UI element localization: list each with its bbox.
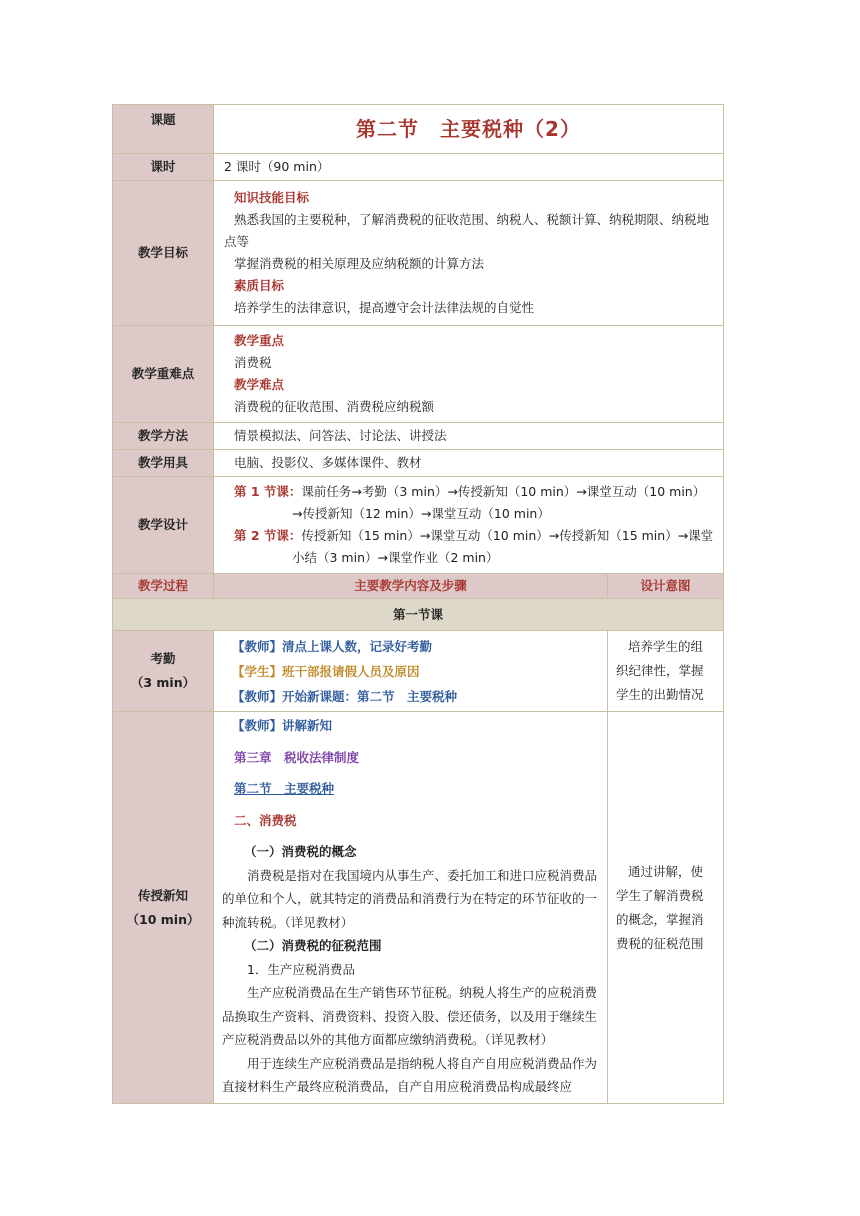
topic-label: 课题 <box>113 105 214 154</box>
attendance-label: 考勤 <box>150 651 176 666</box>
process-header-col3: 设计意图 <box>608 574 724 599</box>
attendance-teacher-line2: 【教师】开始新课题：第二节 主要税种 <box>232 688 458 704</box>
new-knowledge-content <box>214 712 608 1104</box>
process-header-col2: 主要教学内容及步骤 <box>214 574 608 599</box>
goals-knowledge-text1: 熟悉我国的主要税种，了解消费税的征收范围、纳税人、税额计算、纳税期限、纳税地点等 <box>224 212 710 249</box>
new-knowledge-time: （10 min） <box>126 911 200 927</box>
attendance-time: （3 min） <box>130 675 196 690</box>
nk-scope-item1: 1．生产应税消费品 <box>247 961 355 977</box>
design-lesson1-text: 课前任务→考勤（3 min）→传授新知（10 min）→课堂互动（10 min）→传授新知（12 min）→课堂互动（10 min） <box>292 484 706 521</box>
lesson-table <box>112 104 724 1104</box>
tools-value: 电脑、投影仪、多媒体课件、教材 <box>214 450 724 477</box>
new-knowledge-intent: 通过讲解，使学生了解消费税的概念，掌握消费税的征税范围 <box>608 712 724 1104</box>
key-focus-heading: 教学重点 <box>234 333 285 348</box>
key-cell <box>214 326 724 423</box>
key-difficulty-text: 消费税的征收范围、消费税应纳税额 <box>234 399 435 414</box>
hours-value: 2 课时（90 min） <box>214 154 724 181</box>
hours-label: 课时 <box>113 154 214 181</box>
key-difficulty-heading: 教学难点 <box>234 377 285 392</box>
method-value: 情景模拟法、问答法、讨论法、讲授法 <box>214 423 724 450</box>
lesson-plan <box>112 104 723 1104</box>
design-lesson2-text: 传授新知（15 min）→课堂互动（10 min）→传授新知（15 min）→课堂小结（3 min）→课堂作业（2 min） <box>292 528 714 565</box>
nk-concept-text: 消费税是指对在我国境内从事生产、委托加工和进口应税消费品的单位和个人，就其特定的消费品和消费行为在特定的环节征收的一种流转税。（详见教材） <box>222 867 598 930</box>
attendance-intent: 培养学生的组织纪律性，掌握学生的出勤情况 <box>608 631 724 712</box>
design-lesson2 <box>234 525 715 569</box>
attendance-student-line: 【学生】班干部报请假人员及原因 <box>232 663 420 679</box>
nk-scope-heading: （二）消费税的征税范围 <box>244 938 382 953</box>
goals-quality-heading: 素质目标 <box>234 278 285 293</box>
tools-label: 教学用具 <box>113 450 214 477</box>
process-header-col1: 教学过程 <box>113 574 214 599</box>
goals-label: 教学目标 <box>113 181 214 326</box>
new-knowledge-label: 传授新知 <box>137 887 188 903</box>
design-lesson1-label: 第 1 节课： <box>234 484 302 499</box>
nk-chapter: 第三章 税收法律制度 <box>234 749 360 765</box>
goals-cell <box>214 181 724 326</box>
nk-teacher-line: 【教师】讲解新知 <box>232 718 333 733</box>
goals-knowledge-text2: 掌握消费税的相关原理及应纳税额的计算方法 <box>234 256 485 271</box>
design-cell <box>214 477 724 574</box>
method-label: 教学方法 <box>113 423 214 450</box>
nk-scope-text1: 生产应税消费品在生产销售环节征税。纳税人将生产的应税消费品换取生产资料、消费资料、投资入股、偿还债务，以及用于继续生产应税消费品以外的其他方面都应缴纳消费税。（详见教材） <box>222 985 598 1047</box>
nk-heading-tax: 二、消费税 <box>234 812 297 828</box>
topic-title: 第二节 主要税种（2） <box>214 105 724 154</box>
new-knowledge-label-cell <box>113 712 214 1104</box>
attendance-content <box>214 631 608 712</box>
key-label: 教学重难点 <box>113 326 214 423</box>
goals-knowledge-heading: 知识技能目标 <box>234 190 310 205</box>
attendance-teacher-line: 【教师】清点上课人数，记录好考勤 <box>232 638 433 654</box>
attendance-label-cell <box>113 631 214 712</box>
nk-section: 第二节 主要税种 <box>234 781 335 796</box>
goals-quality-text: 培养学生的法律意识，提高遵守会计法律法规的自觉性 <box>234 300 535 315</box>
design-label: 教学设计 <box>113 477 214 574</box>
design-lesson1 <box>234 481 715 525</box>
nk-concept-heading: （一）消费税的概念 <box>244 844 357 859</box>
section-lesson1: 第一节课 <box>113 599 724 631</box>
key-focus-text: 消费税 <box>234 355 272 370</box>
nk-scope-text2: 用于连续生产应税消费品是指纳税人将自产自用应税消费品作为直接材料生产最终应税消费品，自产自用应税消费品构成最终应 <box>222 1055 598 1094</box>
design-lesson2-label: 第 2 节课： <box>234 528 302 543</box>
nk-section-wrap <box>222 777 599 801</box>
